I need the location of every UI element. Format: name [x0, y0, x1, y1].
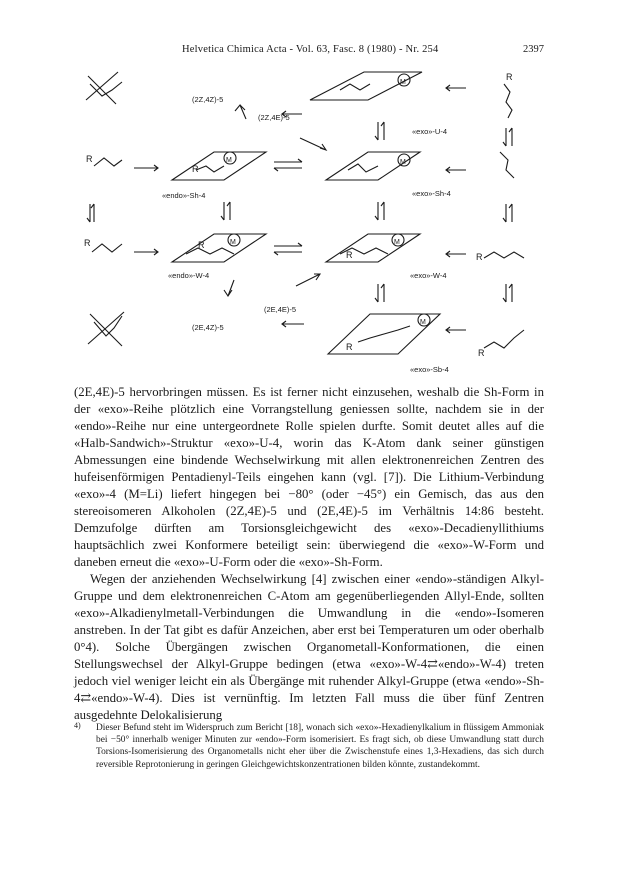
- r-label-8: R: [346, 342, 353, 352]
- hollow-arrow-4: [224, 280, 234, 296]
- r-label-6: R: [346, 250, 353, 260]
- journal-title: Helvetica Chimica Acta - Vol. 63, Fasc. 8 (1980) - Nr. 254: [182, 44, 439, 55]
- running-header: [74, 44, 544, 58]
- metal-label-5: M: [394, 239, 400, 246]
- label-exo-w4: «exo»-W-4: [410, 271, 447, 280]
- hollow-arrow-3: [300, 138, 326, 150]
- r-label-3: R: [192, 164, 199, 174]
- r-label-7: R: [476, 252, 483, 262]
- reaction-scheme: [74, 62, 544, 387]
- r-label-2: R: [86, 154, 93, 164]
- hollow-arrow-1: [235, 105, 246, 119]
- label-ee5: (2E,4E)-5: [264, 305, 297, 314]
- r-label-1: R: [506, 72, 513, 82]
- diene-r3: [484, 252, 524, 258]
- crossed-diene-top: [86, 72, 122, 104]
- page-number: 2397: [523, 44, 544, 55]
- scheme-labels: [84, 72, 513, 374]
- label-exo-u4: «exo»-U-4: [412, 127, 448, 136]
- vert-eq-right-1: [503, 128, 512, 146]
- metal-label-1: M: [400, 79, 406, 86]
- hollow-arrow-6: [282, 321, 304, 327]
- metal-label-2: M: [226, 157, 232, 164]
- arrow-4: [134, 249, 158, 255]
- r-label-5: R: [198, 240, 205, 250]
- equilibrium-3: [274, 243, 302, 255]
- plane-exo-u4: [310, 72, 422, 100]
- label-zz5: (2Z,4Z)-5: [192, 95, 224, 104]
- label-ze5: (2Z,4E)-5: [258, 113, 290, 122]
- label-exo-sh4: «exo»-Sh-4: [412, 189, 451, 198]
- arrow-5: [446, 251, 466, 257]
- diene-r2: [500, 152, 514, 178]
- paragraph-2: Wegen der anziehenden Wechselwirkung [4] zwischen einer «endo»-ständigen Alkyl-Gruppe und dem elektronenreichen C-Atom am gegenüberliegenden Allyl-Ende, sollten «exo»-Alkadienylmetall-Verbindungen die Umwandlung in die «endo»-Isomeren anstreben. In der Tat gibt es dafür Anzeichen, aber erst bei Temperaturen um oder oberhalb 0°4). Solche Übergängen zwischen Organometall-Konformationen, die einen Stellungswechsel der Alkyl-Gruppe bedingen (etwa «exo»-W-4⇄«endo»-W-4) treten jedoch viel weniger leicht ein als Übergänge mit ruhender Alkyl-Gruppe (etwa «endo»-Sh-4⇄«endo»-W-4). Dies ist vernünftig. Im letzten Fall muss die über fünf Zentren ausgedehnte Delokalisierung: [74, 572, 544, 722]
- vert-eq-center: [221, 202, 230, 220]
- hollow-arrow-5: [296, 274, 320, 286]
- diene-r1: [504, 84, 512, 118]
- footnote: [74, 722, 544, 771]
- plane-exo-sh4: [326, 152, 420, 180]
- footnote-marker: 4): [74, 721, 81, 730]
- plane-endo-w4: [172, 234, 266, 262]
- arrow-2: [134, 165, 158, 171]
- vert-eq-left: [87, 204, 94, 222]
- footnote-text: Dieser Befund steht im Widerspruch zum Bericht [18], wonach sich «exo»-Hexadienylkalium in flüssigem Ammoniak bei −50° innerhalb weniger Minuten zur «endo»-Form isomerisiert. Es fragt sich, ob diese Umwandlung statt durch Torsions-Isomerisierung des Organometalls nicht eher über die Zwischenstufe eines 1,3-Hexadiens, das sich durch reversible Reprotonierung in geringen Gleichgewichtskonzentrationen bilden könnte, zustandekommt.: [96, 723, 544, 770]
- vert-eq-mid: [375, 122, 384, 140]
- vert-eq-mid-3: [375, 284, 384, 302]
- body-text: [74, 384, 544, 724]
- equilibrium-2: [274, 159, 302, 171]
- diene-r4: [484, 330, 524, 348]
- scheme-drawing: [86, 72, 524, 354]
- vert-eq-right-2: [503, 204, 512, 222]
- metal-label-3: M: [400, 159, 406, 166]
- r-label-9: R: [478, 348, 485, 358]
- diene-left-3: [92, 244, 122, 252]
- label-endo-w4: «endo»-W-4: [168, 271, 210, 280]
- label-exo-sb4: «exo»-Sb-4: [410, 365, 449, 374]
- plane-exo-w4: [326, 234, 420, 262]
- metal-label-4: M: [230, 239, 236, 246]
- metal-label-6: M: [420, 319, 426, 326]
- plane-endo-sh4: [172, 152, 266, 180]
- arrow-6: [446, 327, 466, 333]
- arrow-1: [446, 85, 466, 91]
- vert-eq-mid-2: [375, 202, 384, 220]
- diene-left-2: [94, 158, 122, 166]
- label-ez5: (2E,4Z)-5: [192, 323, 224, 332]
- paragraph-1: (2E,4E)-5 hervorbringen müssen. Es ist ferner nicht einzusehen, weshalb die Sh-Form in der «exo»-Reihe plötzlich eine Vorrangstellung geniessen sollte, nachdem sie in der «endo»-Reihe nur eine untergeordnete Rolle spielen durfte. Somit deutet alles auf die «Halb-Sandwich»-Struktur «exo»-U-4, worin das K-Atom dank seiner günstigen Abmessungen eine bindende Wechselwirkung mit allen elektronenreichen Zentren des hufeisenförmigen Pentadienyl-Teils eingehen kann (vgl. [7]). Die Lithium-Verbindung «exo»-4 (M=Li) liefert hingegen bei −80° (oder −45°) ein Gemisch, das aus den stereoisomeren Alkoholen (2Z,4E)-5 und (2E,4E)-5 im Verhältnis 14:86 besteht. Demzufolge dürften am Torsionsgleichgewicht des «exo»-Decadienyllithiums hauptsächlich zwei Konformere beteiligt sein: überwiegend die «exo»-W-Form und daneben erneut die «exo»-U-Form oder die «exo»-Sh-Form.: [74, 385, 544, 569]
- r-label-4: R: [84, 238, 91, 248]
- label-endo-sh4: «endo»-Sh-4: [162, 191, 206, 200]
- crossed-diene-bottom: [88, 312, 124, 346]
- vert-eq-right-3: [503, 284, 512, 302]
- arrow-3: [446, 167, 466, 173]
